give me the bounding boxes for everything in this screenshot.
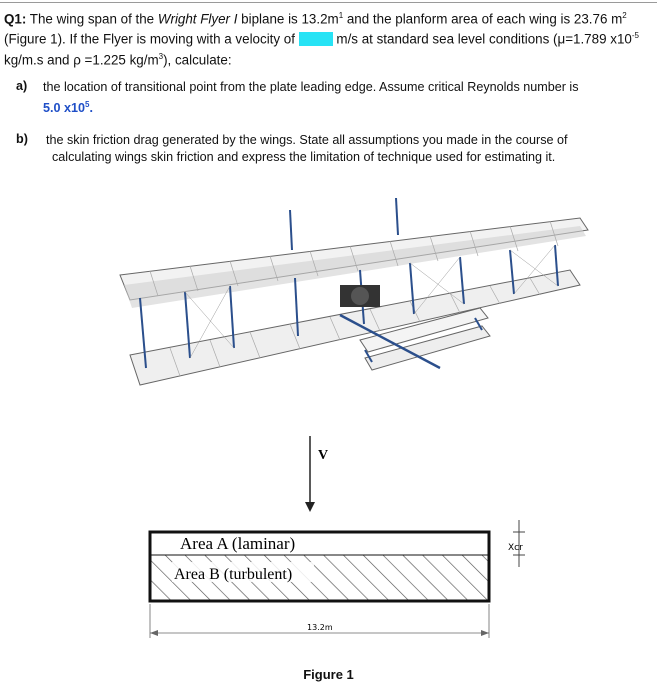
part-a-label: a): [16, 79, 28, 93]
xcr-label: Xcr: [508, 543, 523, 553]
q-line3: kg/m.s and ρ =1.225 kg/m: [4, 52, 159, 68]
q-sup3: -5: [631, 31, 639, 41]
critical-reynolds-value: 5.0 x10: [43, 101, 86, 116]
part-b-line2: calculating wings skin friction and express the limitation of technique used for estimating it.: [52, 150, 556, 164]
area-b-label: Area B (turbulent): [174, 566, 293, 583]
q-sup1: 1: [338, 11, 344, 20]
part-b-text: [46, 132, 646, 166]
critical-reynolds-exponent: 5: [85, 100, 90, 109]
top-rule: [0, 2, 657, 3]
q-line1-b: biplane is 13.2m: [237, 11, 339, 27]
velocity-highlight: [299, 32, 333, 46]
area-a-label: Area A (laminar): [180, 534, 296, 553]
q-sup4: 3: [158, 51, 164, 61]
part-b-line1: the skin friction drag generated by the wings. State all assumptions you made in the course of: [46, 133, 568, 147]
wright-flyer-illustration: [110, 190, 590, 405]
flat-plate-diagram: [0, 430, 657, 655]
part-a-text: [43, 79, 643, 117]
question-label: Q1:: [4, 11, 27, 27]
q-sup2: 2: [622, 11, 627, 20]
figure-caption: Figure 1: [303, 667, 354, 682]
question-text: [4, 7, 652, 68]
q-line1-a: The wing span of the: [26, 11, 158, 27]
q-line3-end: ), calculate:: [163, 52, 232, 68]
q-line2-a: (Figure 1). If the Flyer is moving with a velocity of: [4, 31, 299, 47]
aircraft-name: Wright Flyer I: [157, 11, 238, 27]
part-a-question: the location of transitional point from the plate leading edge. Assume critical Reynolds number is: [43, 80, 579, 94]
q-line2-b: m/s at standard sea level conditions (μ=1.789 x10: [332, 31, 632, 47]
part-b-label: b): [16, 132, 28, 146]
span-label: 13.2m: [307, 623, 333, 632]
q-line1-c: and the planform area of each wing is 23.76 m: [343, 11, 623, 27]
velocity-label: V: [318, 448, 329, 463]
part-a-period: .: [89, 101, 93, 116]
